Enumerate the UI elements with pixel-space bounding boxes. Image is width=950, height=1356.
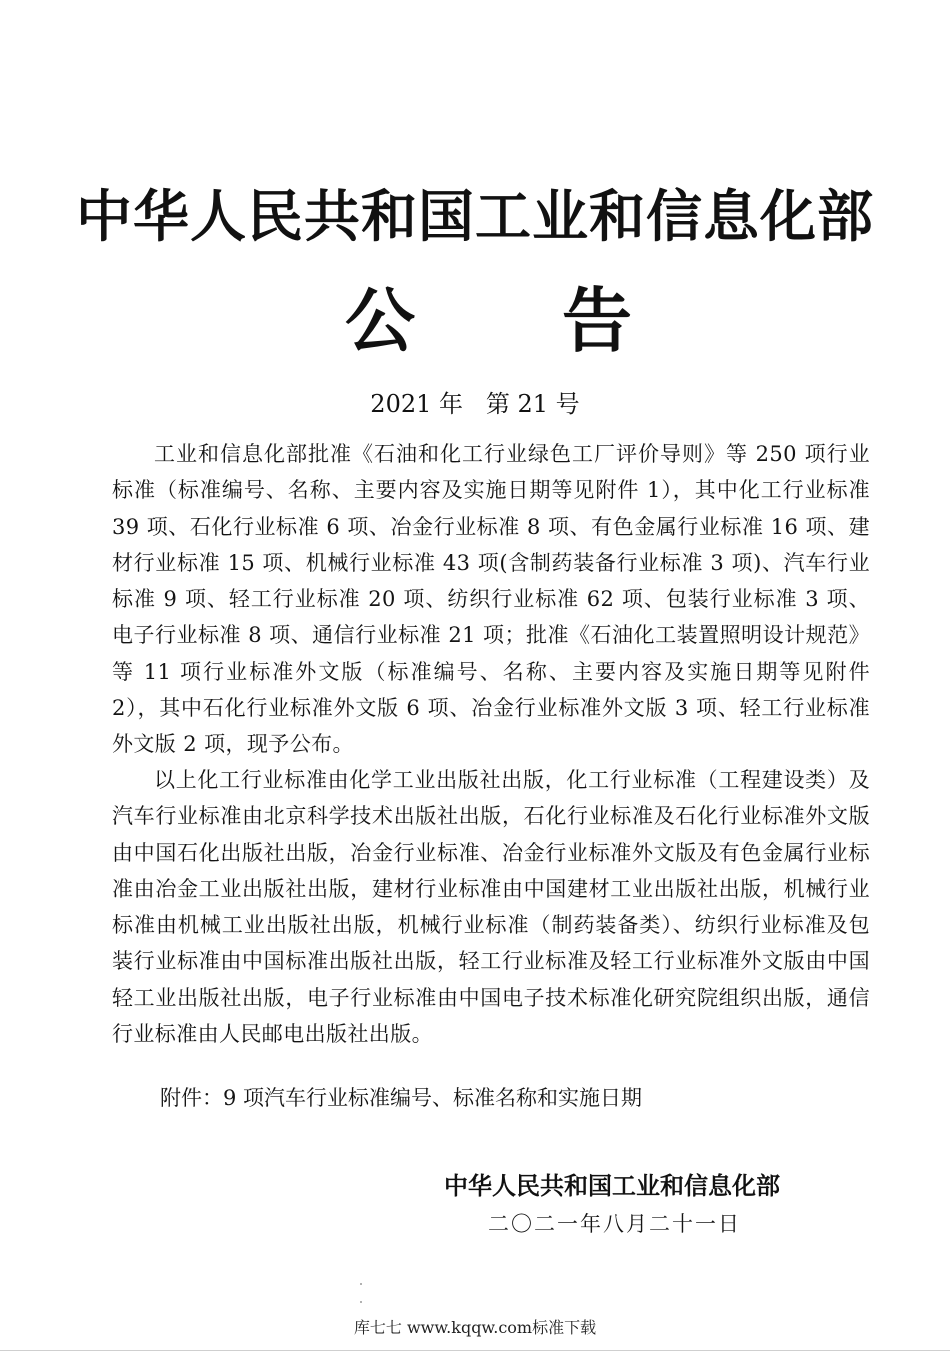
notice-title (0, 276, 950, 366)
scan-speck (360, 1301, 362, 1303)
notice-title-char-1: 公 (345, 280, 415, 362)
issuer-signature: 中华人民共和国工业和信息化部 (444, 1172, 780, 1200)
document-number: 2021 年 第 21 号 (370, 390, 580, 418)
body-paragraph-1: 工业和信息化部批准《石油和化工行业绿色工厂评价导则》等 250 项行业标准（标准编号、名称、主要内容及实施日期等见附件 1），其中化工行业标准 39 项、石化行业标准 6 项、冶金行业标准 8 项、有色金属行业标准 16 项、建材行业标准 15 项、机械行业标准 43 项(含制药装备行业标准 3 项)、汽车行业标准 9 项、轻工行业标准 20 项、纺织行业标准 62 项、包装行业标准 3 项、电子行业标准 8 项、通信行业标准 21 项；批准《石油化工装置照明设计规范》等 11 项行业标准外文版（标准编号、名称、主要内容及实施日期等见附件 2），其中石化行业标准外文版 6 项、冶金行业标准外文版 3 项、轻工行业标准外文版 2 项，现予公布。 (112, 442, 870, 757)
bottom-divider (0, 1350, 950, 1351)
body-paragraph-2: 以上化工行业标准由化学工业出版社出版，化工行业标准（工程建设类）及汽车行业标准由北京科学技术出版社出版，石化行业标准及石化行业标准外文版由中国石化出版社出版，冶金行业标准、冶金行业标准外文版及有色金属行业标准由冶金工业出版社出版，建材行业标准由中国建材工业出版社出版，机械行业标准由机械工业出版社出版，机械行业标准（制药装备类）、纺织行业标准及包装行业标准由中国标准出版社出版，轻工行业标准及轻工行业标准外文版由中国轻工业出版社出版，电子行业标准由中国电子技术标准化研究院组织出版，通信行业标准由人民邮电出版社出版。 (112, 768, 870, 1047)
issuer-title: 中华人民共和国工业和信息化部 (76, 185, 874, 250)
signature-date: 二〇二一年八月二十一日 (488, 1212, 741, 1236)
attachment-note: 附件：9 项汽车行业标准编号、标准名称和实施日期 (160, 1086, 643, 1110)
footer-watermark-text: 库七七 www.kqqw.com标准下载 (353, 1318, 597, 1337)
notice-title-char-2: 告 (562, 280, 632, 362)
scan-speck (360, 1283, 362, 1285)
